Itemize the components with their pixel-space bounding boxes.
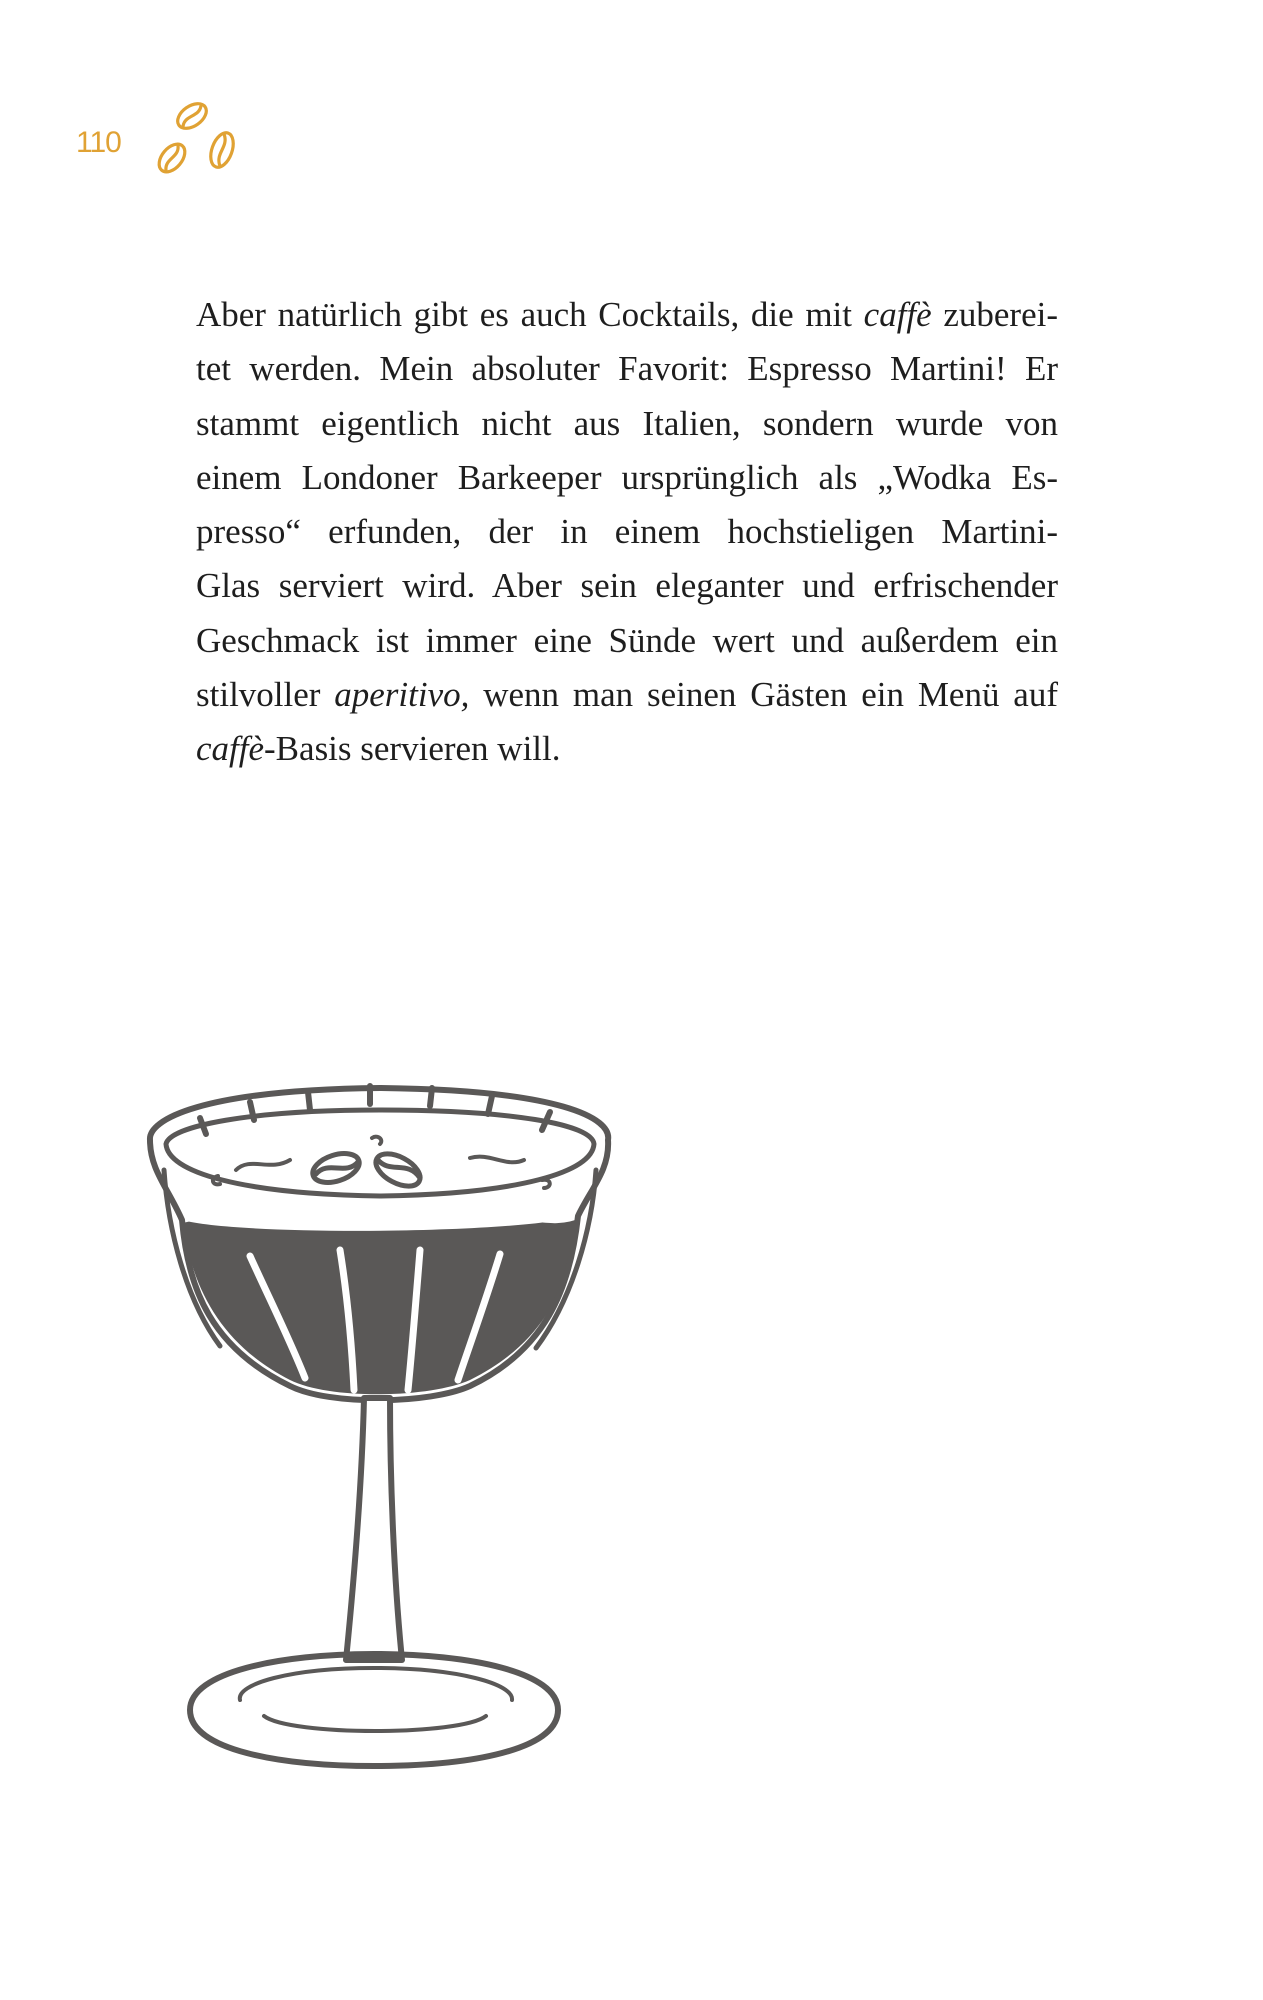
text-line: einem Londoner Barkeeper ursprünglich als „Wodka Es-: [196, 457, 1058, 497]
espresso-martini-glass-icon: [140, 1060, 620, 1820]
main-paragraph: [196, 288, 1058, 777]
text-line: tet werden. Mein absoluter Favorit: Espresso Martini! Er: [196, 349, 1058, 389]
text-line: caffè-Basis servieren will.: [196, 729, 561, 769]
text-line: Aber natürlich gibt es auch Cocktails, die mit caffè zuberei-: [196, 295, 1058, 334]
text-line: Glas serviert wird. Aber sein eleganter und erfrischender: [196, 566, 1058, 606]
text-line: stammt eigentlich nicht aus Italien, sondern wurde von: [196, 403, 1058, 443]
page-number: 110: [76, 126, 121, 159]
text-line: presso“ erfunden, der in einem hochstieligen Martini-: [196, 512, 1058, 552]
coffee-beans-icon: [150, 94, 250, 184]
text-line: Geschmack ist immer eine Sünde wert und außerdem ein: [196, 620, 1058, 660]
text-line: stilvoller aperitivo, wenn man seinen Gästen ein Menü auf: [196, 675, 1058, 715]
